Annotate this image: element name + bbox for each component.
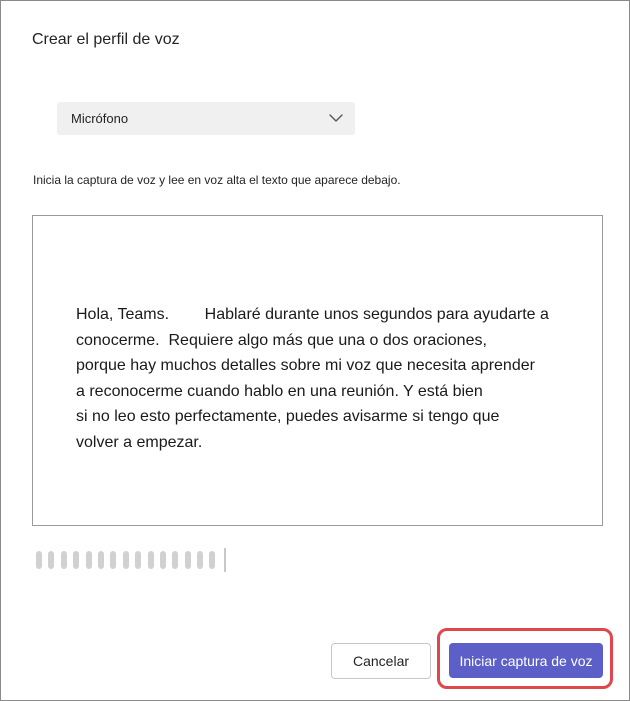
start-voice-capture-button[interactable]: Iniciar captura de voz [449,643,603,678]
script-line: porque hay muchos detalles sobre mi voz que necesita aprender [76,357,535,374]
level-bar [185,551,191,569]
voice-level-meter [36,549,226,571]
level-bar [48,551,54,569]
level-bar [110,551,116,569]
script-line: volver a empezar. [76,433,203,451]
level-divider [224,548,226,572]
script-line: a reconocerme cuando hablo en una reunión. Y está bien [76,382,483,400]
level-bar [197,551,203,569]
microphone-selected-value: Micrófono [71,111,129,126]
level-bar [209,551,215,569]
dialog-title: Crear el perfil de voz [32,31,180,48]
level-bar [135,551,141,569]
level-bar [123,551,129,569]
level-bar [172,551,178,569]
chevron-down-icon [327,109,345,127]
level-bar [86,551,92,569]
script-text [76,302,576,455]
level-bar [160,551,166,569]
level-bar [148,551,154,569]
level-bar [61,551,67,569]
script-line: si no leo esto perfectamente, puedes avisarme si tengo que [76,408,500,425]
script-line: Hola, Teams. Hablaré durante unos segundos para ayudarte a [76,306,549,323]
level-bar [73,551,79,569]
level-bar [36,551,42,569]
microphone-dropdown[interactable] [57,102,355,135]
instruction-text: Inicia la captura de voz y lee en voz alta el texto que aparece debajo. [33,173,401,187]
level-bar [98,551,104,569]
cancel-button[interactable]: Cancelar [331,643,431,679]
script-text-box [32,215,603,526]
script-line: conocerme. Requiere algo más que una o dos oraciones, [76,331,487,349]
